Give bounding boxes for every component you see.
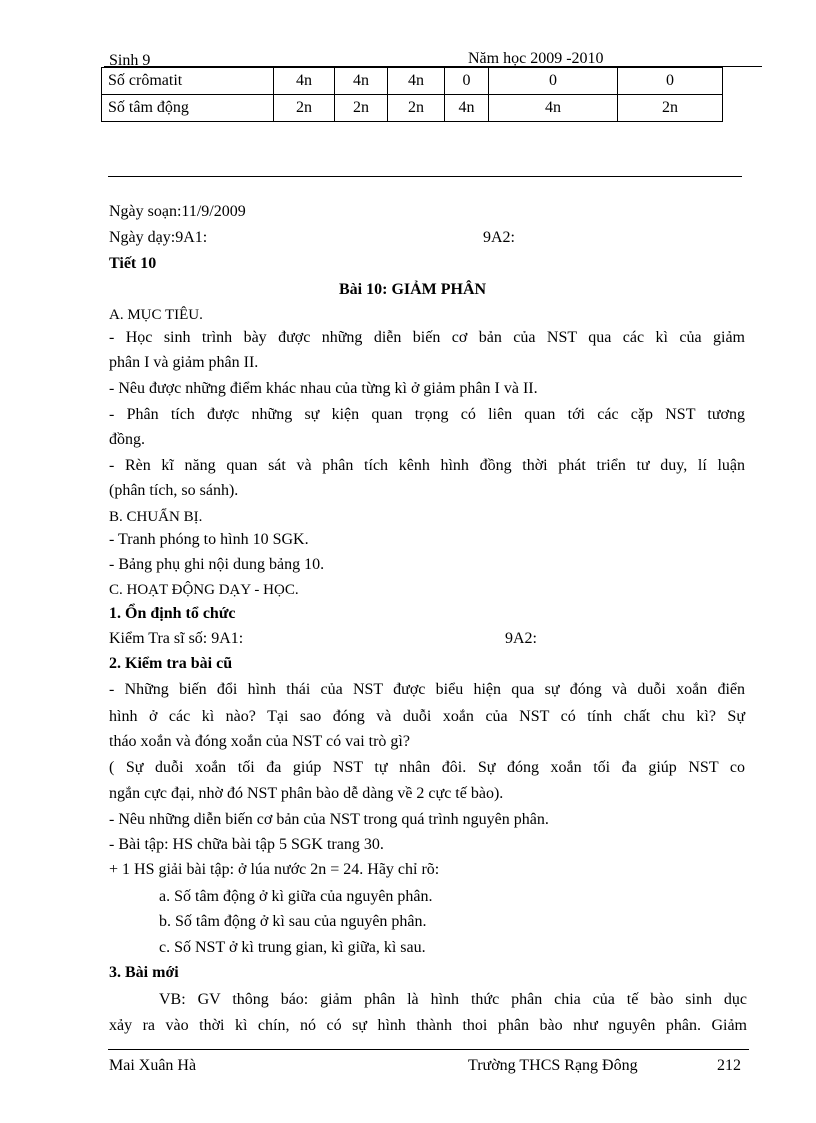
objective-3: - Phân tích được những sự kiện quan trọng có liên quan tới các cặp NST tương <box>109 406 745 423</box>
section-objectives: A. MỤC TIÊU. <box>109 307 203 323</box>
table-cell: 4n <box>335 68 388 95</box>
table-cell: 2n <box>335 95 388 122</box>
objective-4-cont: (phân tích, so sánh). <box>109 482 239 499</box>
date-taught-class2: 9A2: <box>483 229 515 246</box>
roll-call: Kiểm Tra sĩ số: 9A1: <box>109 630 244 647</box>
footer-school: Trường THCS Rạng Đông <box>468 1057 638 1074</box>
date-taught: Ngày dạy:9A1: <box>109 229 208 246</box>
objective-3-cont: đồng. <box>109 431 145 448</box>
review-question-2: - Nêu những diễn biến cơ bản của NST trong quá trình nguyên phân. <box>109 811 549 828</box>
lesson-title: Bài 10: GIẢM PHÂN <box>339 281 487 298</box>
exercise-task: + 1 HS giải bài tập: ở lúa nước 2n = 24. Hãy chỉ rõ: <box>109 861 440 878</box>
table-cell: 0 <box>618 68 723 95</box>
exercise: - Bài tập: HS chữa bài tập 5 SGK trang 30. <box>109 836 384 853</box>
prep-1: - Tranh phóng to hình 10 SGK. <box>109 531 309 548</box>
section-preparation: B. CHUẨN BỊ. <box>109 509 203 525</box>
header-school-year: Năm học 2009 -2010 <box>468 50 604 67</box>
table-cell: 4n <box>445 95 489 122</box>
table-cell: 4n <box>388 68 445 95</box>
review-question-1-cont: hình ở các kì nào? Tại sao đóng và duỗi xoắn của NST có tính chất chu kì? Sự <box>109 708 745 725</box>
chromosome-table <box>101 67 723 122</box>
review-question-1-end: tháo xoắn và đóng xoắn của NST có vai trò gì? <box>109 733 410 750</box>
table-cell: 2n <box>618 95 723 122</box>
heading-organization: 1. Ổn định tổ chức <box>109 605 236 622</box>
objective-1: - Học sinh trình bày được những diễn biến cơ bản của NST qua các kì của giảm <box>109 329 745 346</box>
table-row <box>102 95 723 122</box>
table-cell: 0 <box>489 68 618 95</box>
table-cell: 4n <box>489 95 618 122</box>
table-row <box>102 68 723 95</box>
period-label: Tiết 10 <box>109 255 157 272</box>
exercise-item-b: b. Số tâm động ở kì sau của nguyên phân. <box>159 913 427 930</box>
table-cell: 4n <box>274 68 335 95</box>
date-prepared: Ngày soạn:11/9/2009 <box>109 203 246 220</box>
section-activities: C. HOẠT ĐỘNG DẠY - HỌC. <box>109 582 299 598</box>
row-label: Số crômatit <box>102 68 274 95</box>
exercise-item-a: a. Số tâm động ở kì giữa của nguyên phân. <box>159 888 433 905</box>
intro-line-1: VB: GV thông báo: giảm phân là hình thức phân chia của tế bào sinh dục <box>159 991 747 1008</box>
section-separator <box>108 176 742 177</box>
footer-author: Mai Xuân Hà <box>109 1057 197 1074</box>
table-cell: 2n <box>388 95 445 122</box>
heading-review: 2. Kiểm tra bài cũ <box>109 655 233 672</box>
heading-new-lesson: 3. Bài mới <box>109 964 179 981</box>
review-question-1: - Những biến đổi hình thái của NST được biểu hiện qua sự đóng và duỗi xoắn điển <box>109 681 745 698</box>
row-label: Số tâm động <box>102 95 274 122</box>
page-number: 212 <box>717 1057 741 1074</box>
exercise-item-c: c. Số NST ở kì trung gian, kì giữa, kì sau. <box>159 939 426 956</box>
intro-line-2: xảy ra vào thời kì chín, nó có sự hình thành thoi phân bào như nguyên phân. Giảm <box>109 1017 747 1034</box>
objective-4: - Rèn kĩ năng quan sát và phân tích kênh hình đồng thời phát triển tư duy, lí luận <box>109 457 745 474</box>
objective-1-cont: phân I và giảm phân II. <box>109 354 259 371</box>
roll-call-class2: 9A2: <box>505 630 537 647</box>
objective-2: - Nêu được những điểm khác nhau của từng kì ở giảm phân I và II. <box>109 380 538 397</box>
table-cell: 0 <box>445 68 489 95</box>
header-subject: Sinh 9 <box>109 52 151 69</box>
prep-2: - Bảng phụ ghi nội dung bảng 10. <box>109 556 325 573</box>
answer-1: ( Sự duỗi xoắn tối đa giúp NST tự nhân đôi. Sự đóng xoắn tối đa giúp NST co <box>109 759 745 776</box>
answer-1-cont: ngắn cực đại, nhờ đó NST phân bào dễ dàng về 2 cực tế bào). <box>109 785 504 802</box>
table-cell: 2n <box>274 95 335 122</box>
footer-rule <box>108 1049 749 1050</box>
